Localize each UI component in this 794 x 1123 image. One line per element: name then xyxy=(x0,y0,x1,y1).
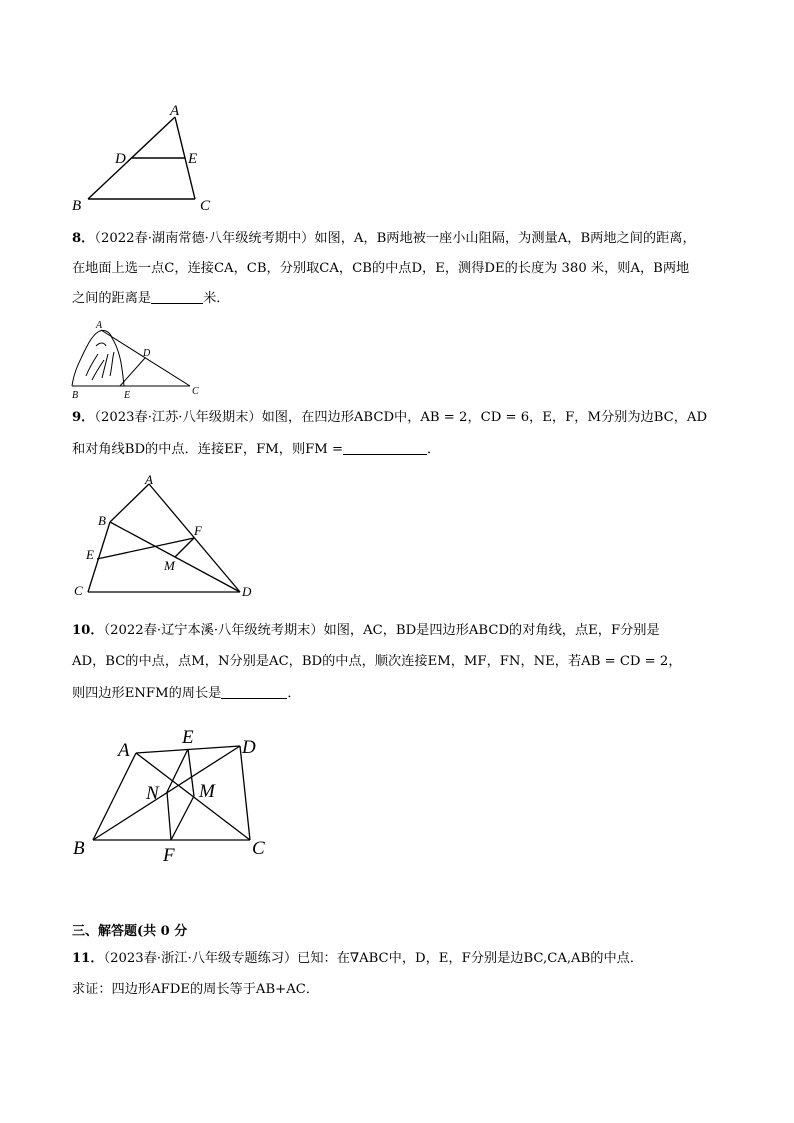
figure-triangle-ade xyxy=(60,95,230,220)
fig10-label-e: E xyxy=(182,727,194,748)
q10-answer-blank[interactable] xyxy=(221,684,287,699)
q9-text-2b: ． xyxy=(427,442,441,457)
q8-answer-blank[interactable] xyxy=(151,289,203,304)
q9-number: 9． xyxy=(72,410,95,425)
q9-line-1 xyxy=(72,408,707,428)
q10-line-1 xyxy=(72,621,660,641)
fig10-label-m: M xyxy=(199,781,215,802)
q10-line-2: AD，BC的中点，点M，N分别是AC，BD的中点，顺次连接EM，MF，FN，NE，若AB = CD = 2， xyxy=(72,654,682,669)
hill-label-a: A xyxy=(96,320,103,331)
fig9-label-d: D xyxy=(242,584,252,599)
q8-text-3b: 米． xyxy=(203,291,230,306)
fig10-label-b: B xyxy=(73,838,85,859)
fig10-label-d: D xyxy=(242,737,256,758)
q10-line-3 xyxy=(72,684,301,704)
fig9-label-e: E xyxy=(86,547,94,562)
figure-quadrilateral-abcd-10 xyxy=(68,722,278,867)
fig9-label-f: F xyxy=(194,523,202,538)
hill-label-c: C xyxy=(192,386,199,397)
q10-text-3a: 则四边形ENFM的周长是 xyxy=(72,686,222,701)
q8-line-3 xyxy=(72,289,230,309)
figure-quadrilateral-abcd-9 xyxy=(70,470,270,605)
q9-text-2a: 和对角线BD的中点．连接EF，FM，则FM = xyxy=(72,442,344,457)
q9-answer-blank[interactable] xyxy=(343,440,427,455)
fig9-label-b: B xyxy=(98,513,106,528)
q8-line-1 xyxy=(72,229,696,249)
q11-text-1: （2023春·浙江·八年级专题练习）已知：在∇ABC中，D，E，F分别是边BC,CA,AB的中点． xyxy=(103,951,644,966)
fig10-label-n: N xyxy=(146,783,159,804)
label-b: B xyxy=(72,198,82,214)
q11-line-2: 求证：四边形AFDE的周长等于AB+AC． xyxy=(72,982,320,997)
q11-number: 11． xyxy=(72,951,104,966)
fig10-label-a: A xyxy=(118,740,130,761)
section-heading-answers: 三、解答题(共 0 分 xyxy=(72,924,188,939)
label-a: A xyxy=(170,103,180,119)
q9-text-1: （2023春·江苏·八年级期末）如图，在四边形ABCD中，AB = 2，CD = 6，E，F，M分别为边BC，AD xyxy=(94,410,708,425)
hill-label-d: D xyxy=(143,348,151,359)
hill-label-b: B xyxy=(72,390,79,401)
figure-hill-triangle xyxy=(68,316,213,402)
q9-line-2 xyxy=(72,440,440,460)
q8-line-2: 在地面上选一点C，连接CA，CB，分别取CA，CB的中点D，E，测得DE的长度为 380 米，则A，B两地 xyxy=(72,261,690,276)
label-c: C xyxy=(200,198,211,214)
q10-text-3b: ． xyxy=(287,686,301,701)
fig10-label-c: C xyxy=(252,838,265,859)
label-d: D xyxy=(115,151,126,167)
q8-number: 8． xyxy=(72,231,95,246)
q8-text-1: （2022春·湖南常德·八年级统考期中）如图，A，B两地被一座小山阻隔，为测量A，B两地之间的距离， xyxy=(94,231,696,246)
hill-label-e: E xyxy=(124,390,131,401)
fig9-label-c: C xyxy=(74,583,83,598)
label-e: E xyxy=(188,151,198,167)
q10-number: 10． xyxy=(72,623,104,638)
fig9-label-m: M xyxy=(164,558,175,573)
q11-line-1 xyxy=(72,949,643,969)
q8-text-3a: 之间的距离是 xyxy=(72,291,152,306)
q10-text-1: （2022春·辽宁本溪·八年级统考期末）如图，AC，BD是四边形ABCD的对角线，点E，F分别是 xyxy=(103,623,660,638)
fig9-label-a: A xyxy=(145,472,153,487)
fig10-label-f: F xyxy=(163,845,175,866)
